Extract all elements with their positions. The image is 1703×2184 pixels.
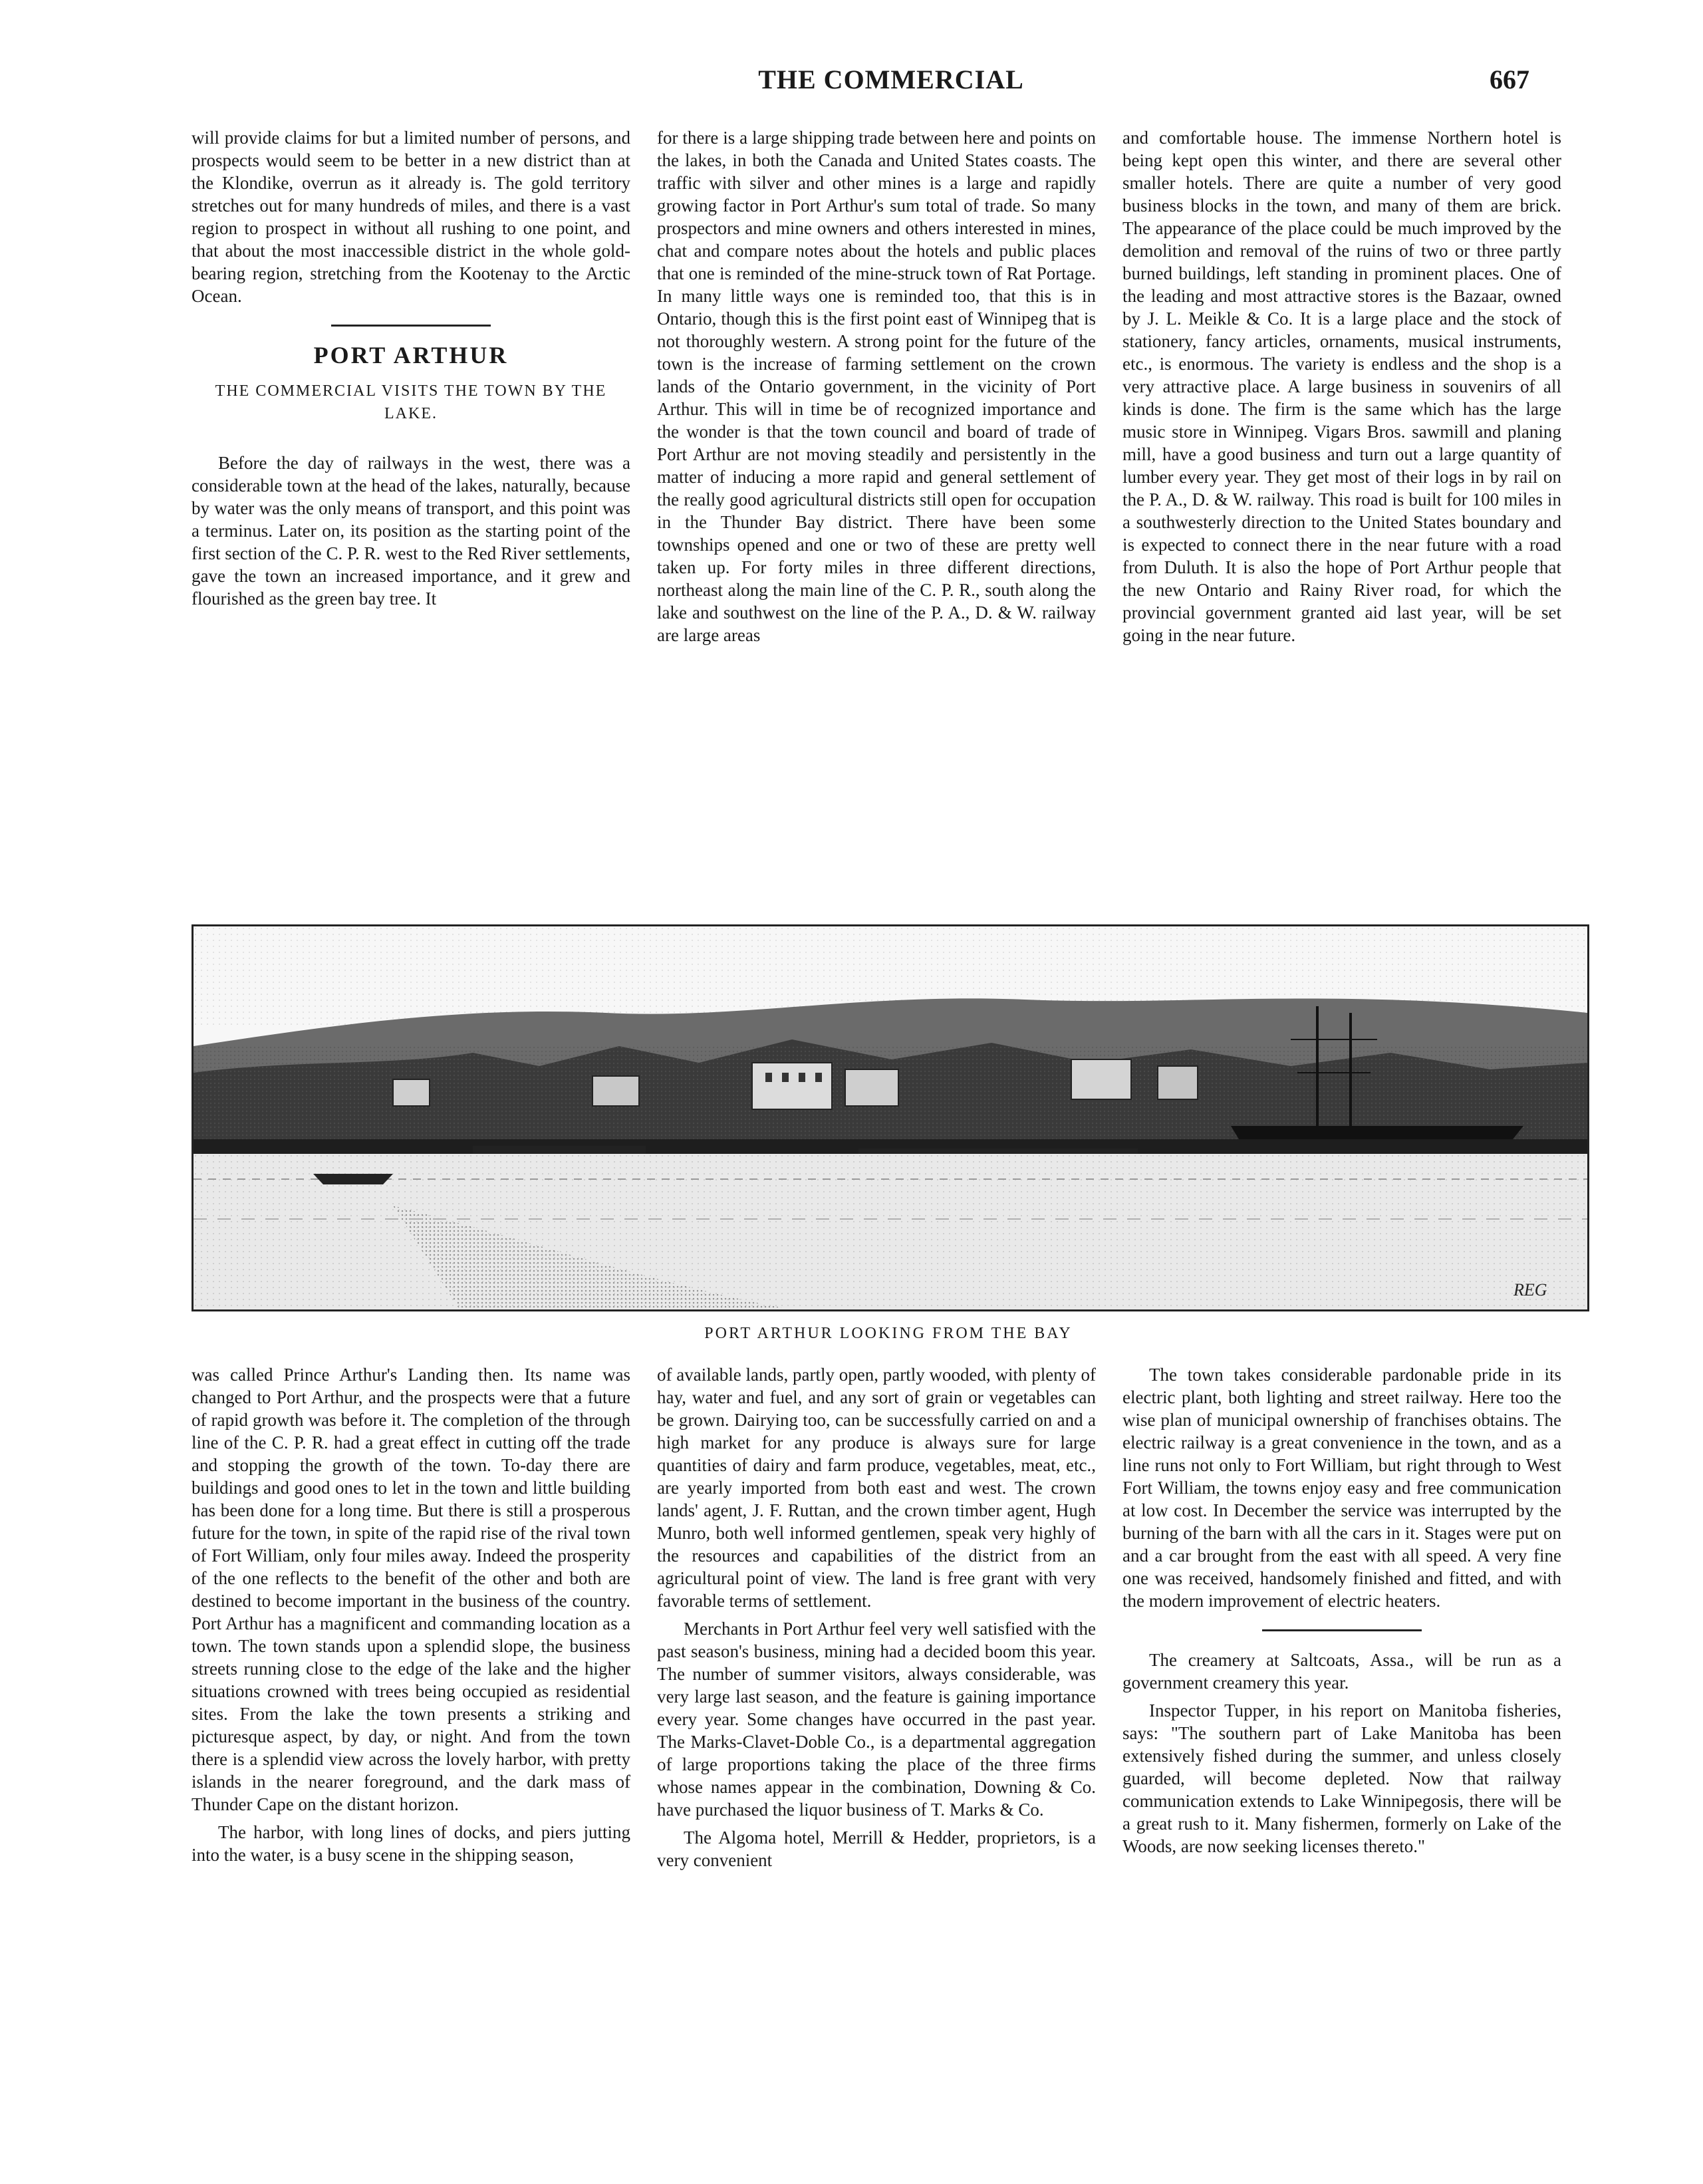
article-subheadline: THE COMMERCIAL VISITS THE TOWN BY THE LAKE. [215,382,607,422]
section-divider [1262,1629,1422,1631]
article-headline: PORT ARTHUR [313,342,509,368]
top-column-1 [192,126,630,885]
article-paragraph: of available lands, partly open, partly wooded, with plenty of hay, water and fuel, and any sort of grain or vegetables can be grown. Dairying too, can be successfully carried on and a high market for any produce is always sure for large quantities of dairy and farm produce, vegetables, meat, etc., are yearly imported from both east and west. The crown lands' agent, J. F. Ruttan, and the crown timber agent, Hugh Munro, both well informed gentlemen, speak very highly of the resources and capabilities of the district from an agricultural point of view. The land is free grant with very favorable terms of settlement. [657,1365,1096,1611]
article-paragraph: and comfortable house. The immense Northern hotel is being kept open this winter, and there are several other smaller hotels. There are quite a number of very good business blocks in the town, and many of them are brick. The appearance of the place could be much improved by the demolition and removal of the ruins of two or three partly burned buildings, left standing in prominent places. One of the leading and most attractive stores is the Bazaar, owned by J. L. Meikle & Co. It is a large place and the stock of stationery, fancy articles, ornaments, musical instruments, etc., is enormous. The variety is endless and the shop is a very attractive place. A large business in souvenirs of all kinds is done. The firm is the same which has the large music store in Winnipeg. Vigars Bros. sawmill and planing mill, have a good business and turn out a large quantity of lumber every year. They get most of their logs in by rail on the P. A., D. & W. railway. This road is built for 100 miles in a southwesterly direction to the United States boundary and is expected to connect there in the near future with a road from Duluth. It is also the hope of Port Arthur people that the new Ontario and Rainy River road, for which the provincial government granted aid last year, will be set going in the near future. [1122,128,1561,645]
engraver-signature: REG [1513,1280,1547,1299]
publication-title: THE COMMERCIAL [758,65,1024,94]
article-paragraph: The Algoma hotel, Merrill & Hedder, proprietors, is a very convenient [657,1828,1096,1870]
article-paragraph: The harbor, with long lines of docks, and piers jutting into the water, is a busy scene in the shipping season, [192,1822,630,1865]
article-paragraph: Before the day of railways in the west, there was a considerable town at the head of the lakes, naturally, because by water was the only means of transport, and this point was a terminus. Later on, its position as the starting point of the first section of the C. P. R. west to the Red River settlements, gave the town an increased importance, and it grew and flourished as the green bay tree. It [192,453,630,609]
continued-paragraph: will provide claims for but a limited number of persons, and prospects would seem to be better in a new district than at the Klondike, overrun as it already is. The gold territory stretches out for many hundreds of miles, and there is a vast region to prospect in without all rushing to one point, and that about the most inaccessible district in the whole gold-bearing region, stretching from the Kootenay to the Arctic Ocean. [192,128,630,306]
page-number: 667 [1490,65,1529,94]
news-item: The creamery at Saltcoats, Assa., will be run as a government creamery this year. [1122,1650,1561,1693]
top-column-2 [657,126,1096,885]
bottom-column-1 [192,1363,630,2161]
article-paragraph: for there is a large shipping trade between here and points on the lakes, in both the Canada and United States coasts. The traffic with silver and other mines is a large and rapidly growing factor in Port Arthur's sum total of trade. So many prospectors and mine owners and others interested in mines, chat and compare notes about the hotels and public places that one is reminded of the mine-struck town of Rat Portage. In many little ways one is reminded too, that this is in Ontario, though this is the first point east of Winnipeg that is not thoroughly western. A strong point for the future of the town is the increase of farming settlement on the crown lands of the Ontario government, in the vicinity of Port Arthur. This will in time be of recognized importance and the wonder is that the town council and board of trade of Port Arthur are not moving steadily and persistently in the matter of inducing a more rapid and general settlement of the really good agricultural districts still open for occupation in the Thunder Bay district. There have been some townships opened and one or two of these are pretty well taken up. For forty miles in three different directions, northeast along the main line of the C. P. R., south along the lake and southwest on the line of the P. A., D. & W. railway are large areas [657,128,1096,645]
bottom-column-3 [1122,1363,1561,2161]
page-header [0,64,1703,104]
top-column-3 [1122,126,1561,885]
harbor-panorama [194,926,1587,1309]
article-paragraph: Merchants in Port Arthur feel very well satisfied with the past season's business, mining had a decided boom this year. The number of summer visitors, always considerable, was very large last season, and the feature is gaining importance every year. Some changes have occurred in the past year. The Marks-Clavet-Doble Co., is a departmental aggregation of large proportions taking the place of the three firms whose names appear in the combination, Downing & Co. have purchased the liquor business of T. Marks & Co. [657,1619,1096,1820]
news-item: Inspector Tupper, in his report on Manitoba fisheries, says: "The southern part of Lake Manitoba has been extensively fished during the summer, and unless closely guarded, will become depleted. Now that railway communication extends to Lake Winnipegosis, there will be a great rush to it. Many fishermen, formerly on Lake of the Woods, are now seeking licenses thereto." [1122,1701,1561,1856]
illustration-caption: PORT ARTHUR LOOKING FROM THE BAY [704,1325,1073,1342]
illustration-port-arthur [192,924,1589,1311]
article-paragraph: The town takes considerable pardonable pride in its electric plant, both lighting and street railway. Here too the wise plan of municipal ownership of franchises obtains. The electric railway is a great convenience in the town, and as a line runs not only to Fort William, but right through to West Fort William, the towns enjoy easy and free communication at low cost. In December the service was interrupted by the burning of the barn with all the cars in it. Stages were put on and a car brought from the east with all speed. A very fine one was received, handsomely finished and fitted, and with the modern improvement of electric heaters. [1122,1365,1561,1611]
section-divider [331,325,491,327]
article-paragraph: was called Prince Arthur's Landing then. Its name was changed to Port Arthur, and the prospects were that a future of rapid growth was before it. The completion of the through line of the C. P. R. had a great effect in cutting off the trade and stopping the growth of the town. To-day there are buildings and good ones to let in the town and little building has been done for a long time. But there is still a prosperous future for the town, in spite of the rapid rise of the rival town of Fort William, only four miles away. Indeed the prosperity of the one reflects to the benefit of the other and both are destined to become important in the business of the country. Port Arthur has a magnificent and commanding location as a town. The town stands upon a splendid slope, the business streets running close to the edge of the lake and the higher situations crowned with trees being occupied as residential sites. From the lake the town presents a striking and picturesque aspect, by day, or night. And from the town there is a splendid view across the lovely harbor, with pretty islands in the nearer foreground, and the dark mass of Thunder Cape on the distant horizon. [192,1365,630,1814]
bottom-column-2 [657,1363,1096,2161]
